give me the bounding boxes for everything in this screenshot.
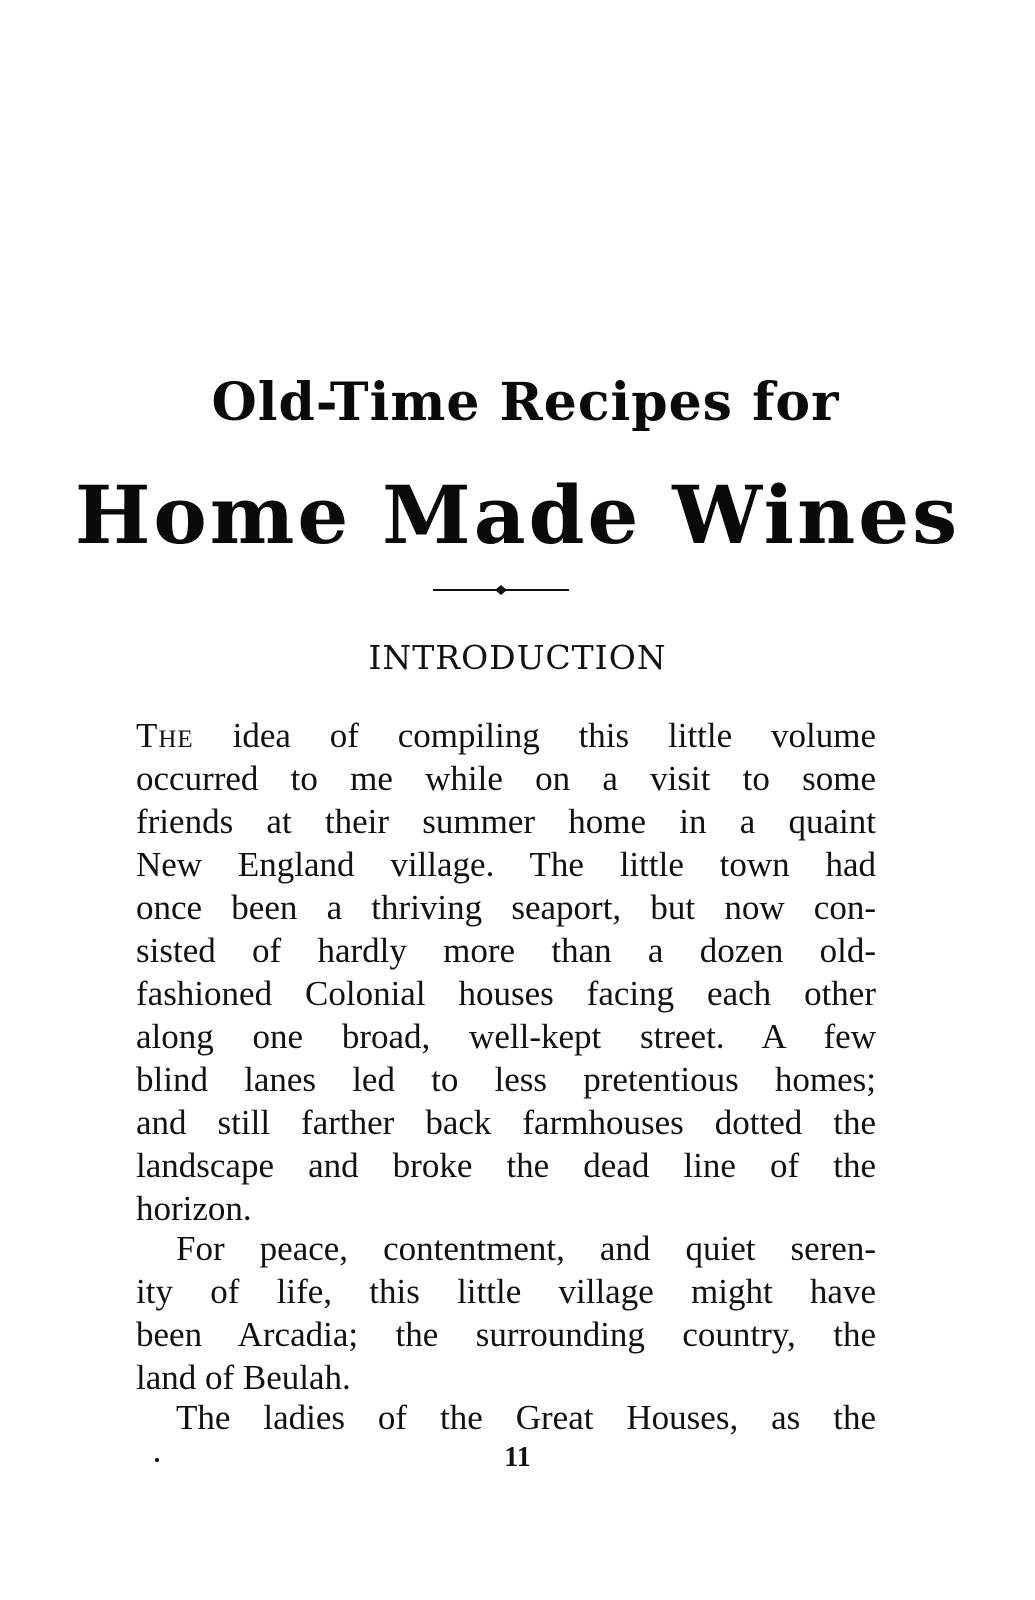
section-heading: INTRODUCTION (368, 638, 667, 677)
title-line-1: Old-Time Recipes for (211, 372, 840, 433)
text-line-5: once been a thriving seaport, but now con- (136, 888, 876, 927)
first-word: The (136, 716, 194, 755)
text-line-16: land of Beulah. (136, 1358, 351, 1397)
text-line-14: ity of life, this little village might have (136, 1272, 876, 1311)
text-line-11: landscape and broke the dead line of the (136, 1146, 876, 1185)
page-number: 11 (504, 1442, 531, 1473)
text-line-15: been Arcadia; the surrounding country, the (136, 1315, 876, 1354)
title-line-2: Home Made Wines (74, 468, 961, 562)
text-line-12: horizon. (136, 1189, 252, 1228)
text-line-4: New England village. The little town had (136, 845, 876, 884)
text-line-3: friends at their summer home in a quaint (136, 802, 876, 841)
text-line-1-rest: idea of compiling this little volume (232, 716, 877, 755)
text-line-8: along one broad, well-kept street. A few (136, 1017, 876, 1056)
text-line-7: fashioned Colonial houses facing each other (136, 974, 876, 1013)
text-line-6: sisted of hardly more than a dozen old- (136, 931, 876, 970)
text-line-10: and still farther back farmhouses dotted the (136, 1103, 876, 1142)
text-line-9: blind lanes led to less pretentious homes; (136, 1060, 876, 1099)
text-line-13: For peace, contentment, and quiet seren- (176, 1229, 876, 1268)
text-line-17: The ladies of the Great Houses, as the (176, 1398, 876, 1437)
text-line-2: occurred to me while on a visit to some (136, 759, 876, 798)
ornament-divider (433, 584, 569, 596)
text-line-1 (136, 715, 876, 757)
